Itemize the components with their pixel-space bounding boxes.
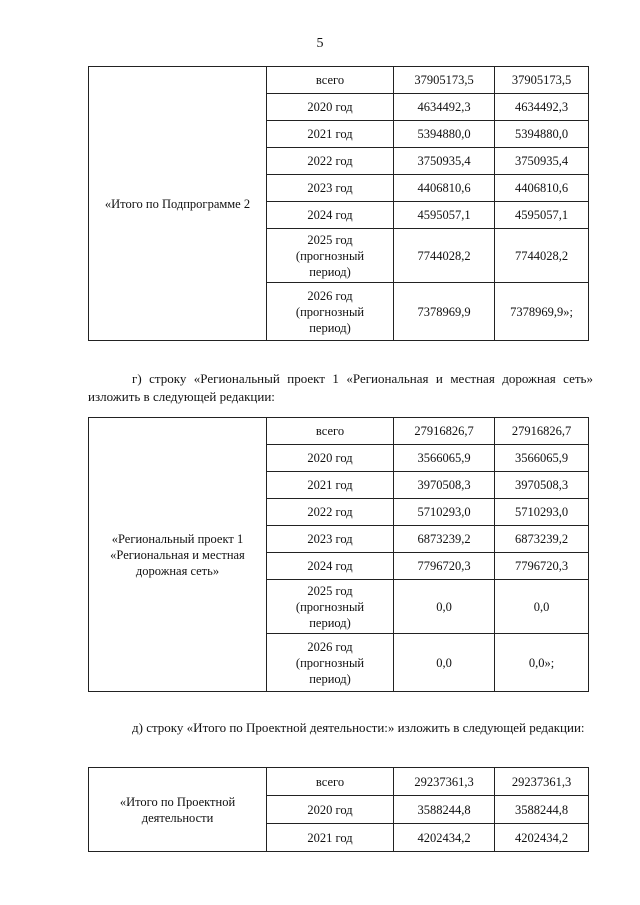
page-number: 5	[316, 36, 324, 51]
period-label: 2024 год	[267, 553, 394, 580]
period-label: 2021 год	[267, 472, 394, 499]
value-cell-2: 5710293,0	[495, 499, 589, 526]
value-cell-1: 4202434,2	[394, 824, 495, 852]
table-row	[89, 67, 589, 94]
budget-table-project-activity-total	[88, 767, 589, 852]
period-label: 2026 год (прогнозный период)	[267, 283, 394, 341]
value-cell-1: 0,0	[394, 634, 495, 692]
value-cell-1: 5394880,0	[394, 121, 495, 148]
period-label: 2020 год	[267, 94, 394, 121]
value-cell-1: 27916826,7	[394, 418, 495, 445]
value-cell-1: 6873239,2	[394, 526, 495, 553]
value-cell-2: 7796720,3	[495, 553, 589, 580]
value-cell-2: 37905173,5	[495, 67, 589, 94]
value-cell-2: 3750935,4	[495, 148, 589, 175]
row-group-name: «Итого по Подпрограмме 2	[89, 67, 267, 341]
period-label: 2025 год (прогнозный период)	[267, 229, 394, 283]
period-label: 2021 год	[267, 121, 394, 148]
value-cell-2: 3566065,9	[495, 445, 589, 472]
value-cell-1: 7378969,9	[394, 283, 495, 341]
value-cell-2: 7744028,2	[495, 229, 589, 283]
period-label: 2024 год	[267, 202, 394, 229]
value-cell-2: 4634492,3	[495, 94, 589, 121]
value-cell-1: 7744028,2	[394, 229, 495, 283]
table-row	[89, 418, 589, 445]
value-cell-1: 29237361,3	[394, 768, 495, 796]
value-cell-1: 37905173,5	[394, 67, 495, 94]
period-label: всего	[267, 768, 394, 796]
value-cell-2: 5394880,0	[495, 121, 589, 148]
value-cell-1: 0,0	[394, 580, 495, 634]
period-label: 2023 год	[267, 526, 394, 553]
value-cell-2: 3970508,3	[495, 472, 589, 499]
value-cell-2: 3588244,8	[495, 796, 589, 824]
instruction-paragraph-g: г) строку «Региональный проект 1 «Региональная и местная дорожная сеть» изложить в следующей редакции:	[88, 371, 593, 404]
value-cell-2: 0,0	[495, 580, 589, 634]
value-cell-2: 27916826,7	[495, 418, 589, 445]
value-cell-1: 3566065,9	[394, 445, 495, 472]
period-label: 2021 год	[267, 824, 394, 852]
value-cell-1: 4634492,3	[394, 94, 495, 121]
budget-table-subprogram-2	[88, 66, 589, 341]
instruction-paragraph-d: д) строку «Итого по Проектной деятельности:» изложить в следующей редакции:	[132, 720, 585, 735]
value-cell-2: 6873239,2	[495, 526, 589, 553]
value-cell-2: 29237361,3	[495, 768, 589, 796]
period-label: всего	[267, 67, 394, 94]
value-cell-1: 4406810,6	[394, 175, 495, 202]
value-cell-2: 4202434,2	[495, 824, 589, 852]
row-group-name: «Региональный проект 1 «Региональная и местная дорожная сеть»	[89, 418, 267, 692]
value-cell-1: 3588244,8	[394, 796, 495, 824]
period-label: 2025 год (прогнозный период)	[267, 580, 394, 634]
period-label: 2020 год	[267, 445, 394, 472]
value-cell-1: 3970508,3	[394, 472, 495, 499]
table-row	[89, 768, 589, 796]
period-label: 2026 год (прогнозный период)	[267, 634, 394, 692]
value-cell-2: 0,0»;	[495, 634, 589, 692]
value-cell-2: 4595057,1	[495, 202, 589, 229]
value-cell-1: 5710293,0	[394, 499, 495, 526]
period-label: 2022 год	[267, 148, 394, 175]
value-cell-1: 4595057,1	[394, 202, 495, 229]
row-group-name: «Итого по Проектной деятельности	[89, 768, 267, 852]
period-label: 2020 год	[267, 796, 394, 824]
value-cell-1: 7796720,3	[394, 553, 495, 580]
value-cell-2: 7378969,9»;	[495, 283, 589, 341]
period-label: 2022 год	[267, 499, 394, 526]
value-cell-2: 4406810,6	[495, 175, 589, 202]
period-label: 2023 год	[267, 175, 394, 202]
value-cell-1: 3750935,4	[394, 148, 495, 175]
budget-table-regional-project-1	[88, 417, 589, 692]
period-label: всего	[267, 418, 394, 445]
